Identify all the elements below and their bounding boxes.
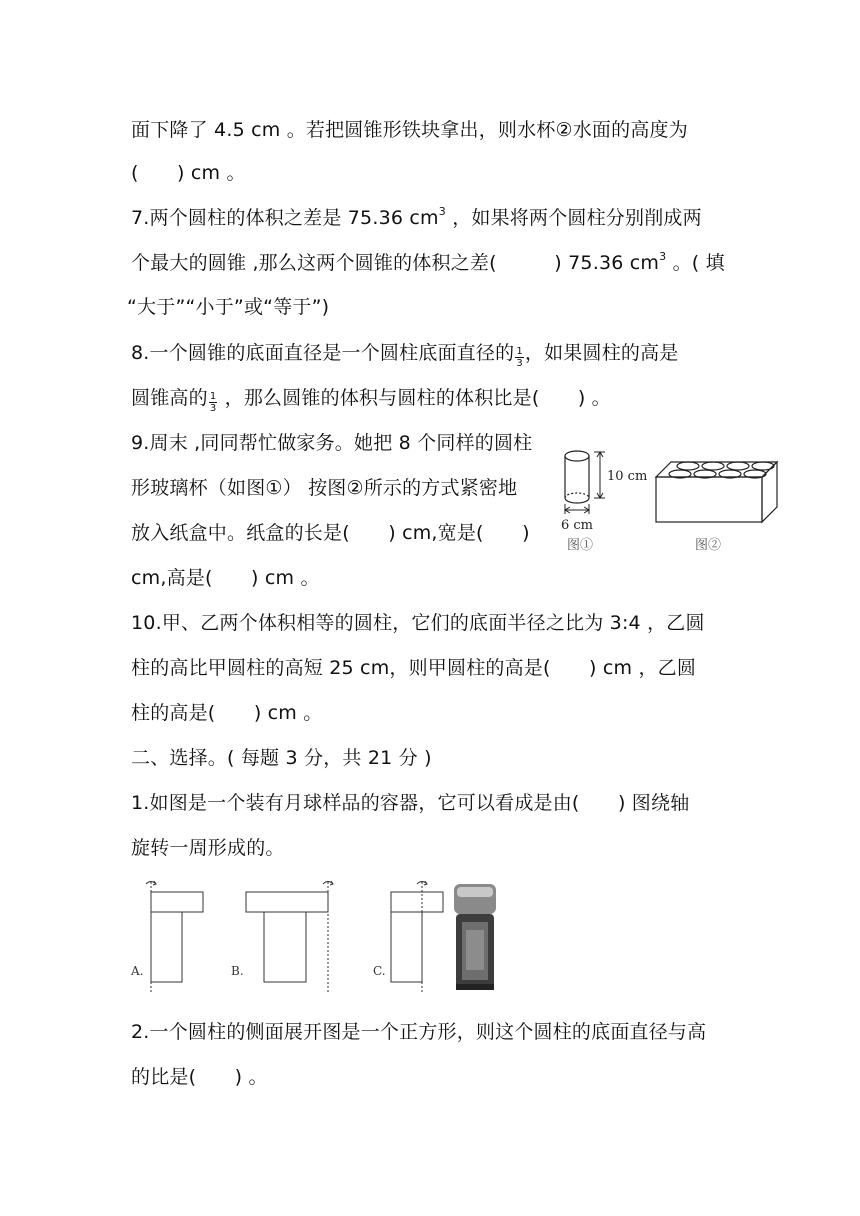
question-9-line4: cm,高是( ) cm 。 <box>131 567 320 589</box>
fig1-caption: 图① <box>567 538 594 553</box>
fig2-caption: 图② <box>695 538 722 553</box>
fraction-one-third: $\frac{1}{3}$ <box>516 346 523 369</box>
choice-1-line2: 旋转一周形成的。 <box>131 837 285 859</box>
question-8-line1: 8.一个圆锥的底面直径是一个圆柱底面直径的 $\frac{1}{3}$ ，如果圆柱的高是 <box>131 342 679 369</box>
fraction-one-third: $\frac{1}{3}$ <box>209 391 217 414</box>
question-10-line3: 柱的高是( ) cm 。 <box>131 702 323 724</box>
height-label: 10 cm <box>607 469 648 484</box>
option-c-shape <box>391 881 443 992</box>
moon-sample-container-image <box>454 884 496 990</box>
question-9-line1: 9.周末 ,同同帮忙做家务。她把 8 个同样的圆柱 <box>131 432 533 454</box>
option-b-label: B. <box>231 964 244 978</box>
line-q6-blank: ( ) cm 。 <box>131 162 246 184</box>
question-10-line2: 柱的高比甲圆柱的高短 25 cm，则甲圆柱的高是( ) cm ，乙圆 <box>131 657 697 679</box>
choice-1-line1: 1.如图是一个装有月球样品的容器，它可以看成是由( ) 图绕轴 <box>131 792 690 814</box>
option-a-shape <box>146 881 203 992</box>
line-q6-continued: 面下降了 4.5 cm 。若把圆锥形铁块拿出，则水杯②水面的高度为 <box>131 119 688 141</box>
question-10-line1: 10.甲、乙两个体积相等的圆柱，它们的底面半径之比为 3:4 ，乙圆 <box>131 612 705 634</box>
choice-2-line2: 的比是( ) 。 <box>131 1066 268 1088</box>
question-7-line3: “大于”“小于”或“等于”) <box>127 296 330 318</box>
diameter-label: 6 cm <box>561 518 594 533</box>
cylinder-figure <box>565 451 589 503</box>
figure-choice1 <box>128 878 528 998</box>
question-7-line1: 7.两个圆柱的体积之差是 75.36 $cm^3$ ，如果将两个圆柱分别削成两 <box>131 205 702 229</box>
question-9-line3: 放入纸盒中。纸盒的长是( ) cm,宽是( ) <box>131 522 530 544</box>
option-c-label: C. <box>373 964 386 978</box>
option-a-label: A. <box>131 964 144 978</box>
question-8-line2: 圆锥高的 $\frac{1}{3}$ ，那么圆锥的体积与圆柱的体积比是( ) 。 <box>131 387 611 414</box>
box-figure <box>656 462 777 522</box>
diameter-dimension <box>565 504 589 514</box>
height-dimension <box>594 452 605 498</box>
section-2-heading: 二、选择。( 每题 3 分，共 21 分 ) <box>131 747 432 769</box>
cube-superscript: 3 <box>438 205 446 218</box>
question-7-line2: 个最大的圆锥 ,那么这两个圆锥的体积之差( ) 75.36 $cm^3$ 。( 填 <box>131 250 725 274</box>
cube-superscript: 3 <box>659 250 667 263</box>
option-b-shape <box>246 881 333 992</box>
figure-q9 <box>555 440 785 560</box>
question-9-line2: 形玻璃杯（如图①） 按图②所示的方式紧密地 <box>131 477 518 499</box>
choice-2-line1: 2.一个圆柱的侧面展开图是一个正方形，则这个圆柱的底面直径与高 <box>131 1021 707 1043</box>
